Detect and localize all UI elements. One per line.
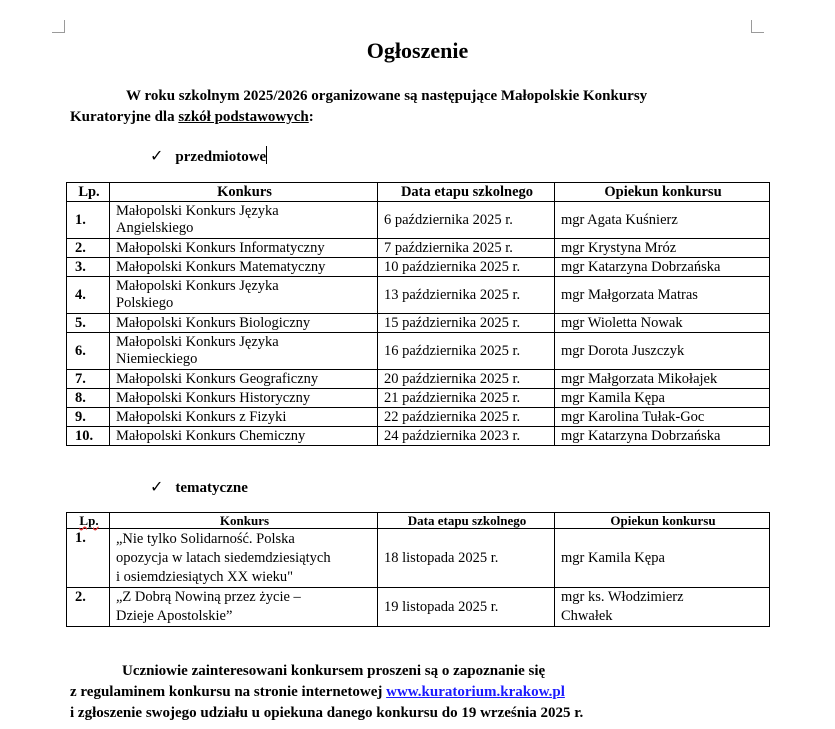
checkmark-icon: ✓	[150, 148, 164, 165]
table-row: 1. „Nie tylko Solidarność. Polska opozycja w latach siedemdziesiątych i osiemdziesiątych XX wieku" 18 listopada 2025 r. mgr Kamila Kępa	[67, 529, 770, 588]
outro-paragraph	[70, 661, 770, 724]
checkmark-icon: ✓	[150, 479, 164, 496]
section-thematic-label: tematyczne	[175, 480, 248, 496]
thematic-contests-table	[66, 512, 770, 627]
kuratorium-link[interactable]: www.kuratorium.krakow.pl	[386, 684, 565, 700]
table-row: 5. Małopolski Konkurs Biologiczny 15 października 2025 r. mgr Wioletta Nowak	[67, 314, 770, 333]
table-row: 6. Małopolski Konkurs Języka Niemieckiego 16 października 2025 r. mgr Dorota Juszczyk	[67, 333, 770, 370]
table-row: 1. Małopolski Konkurs Języka Angielskiego 6 października 2025 r. mgr Agata Kuśnierz	[67, 202, 770, 239]
section-thematic	[150, 477, 248, 497]
crop-mark-top-left	[52, 20, 65, 33]
table-row: 10. Małopolski Konkurs Chemiczny 24 października 2023 r. mgr Katarzyna Dobrzańska	[67, 427, 770, 446]
table-header-row	[67, 513, 770, 529]
school-type: szkół podstawowych	[178, 109, 309, 125]
text-cursor	[266, 146, 267, 164]
table-row: 4. Małopolski Konkurs Języka Polskiego 13 października 2025 r. mgr Małgorzata Matras	[67, 277, 770, 314]
table-row: 2. Małopolski Konkurs Informatyczny 7 października 2025 r. mgr Krystyna Mróz	[67, 239, 770, 258]
outro-line-3: i zgłoszenie swojego udziału u opiekuna danego konkursu do 19 września 2025 r.	[70, 705, 584, 721]
header-contest: Konkurs	[110, 183, 378, 202]
section-subject-label: przedmiotowe	[175, 149, 267, 165]
page-title: Ogłoszenie	[366, 38, 469, 63]
outro-line-1: Uczniowie zainteresowani konkursem proszeni są o zapoznanie się	[122, 663, 546, 679]
table-row: 8. Małopolski Konkurs Historyczny 21 października 2025 r. mgr Kamila Kępa	[67, 389, 770, 408]
header-date: Data etapu szkolnego	[378, 183, 555, 202]
table-row: 7. Małopolski Konkurs Geograficzny 20 października 2025 r. mgr Małgorzata Mikołajek	[67, 370, 770, 389]
intro-line-1: W roku szkolnym 2025/2026 organizowane są następujące Małopolskie Konkursy	[126, 88, 648, 104]
table-row: 9. Małopolski Konkurs z Fizyki 22 października 2025 r. mgr Karolina Tułak-Goc	[67, 408, 770, 427]
header-contest: Konkurs	[110, 513, 378, 529]
header-guardian: Opiekun konkursu	[555, 513, 770, 529]
intro-line-2: Kuratoryjne dla szkół podstawowych:	[70, 109, 314, 125]
section-subject	[150, 146, 267, 166]
table-row: 3. Małopolski Konkurs Matematyczny 10 października 2025 r. mgr Katarzyna Dobrzańska	[67, 258, 770, 277]
header-lp: Lp.	[67, 183, 110, 202]
header-guardian: Opiekun konkursu	[555, 183, 770, 202]
intro-paragraph	[70, 86, 770, 128]
crop-mark-top-right	[751, 20, 764, 33]
header-date: Data etapu szkolnego	[378, 513, 555, 529]
outro-line-2: z regulaminem konkursu na stronie internetowej www.kuratorium.krakow.pl	[70, 682, 770, 703]
table-header-row	[67, 183, 770, 202]
subject-contests-table	[66, 182, 770, 446]
header-lp: Lp.	[67, 513, 110, 529]
table-row: 2. „Z Dobrą Nowiną przez życie – Dzieje Apostolskie” 19 listopada 2025 r. mgr ks. Włodzimierz Chwałek	[67, 588, 770, 627]
